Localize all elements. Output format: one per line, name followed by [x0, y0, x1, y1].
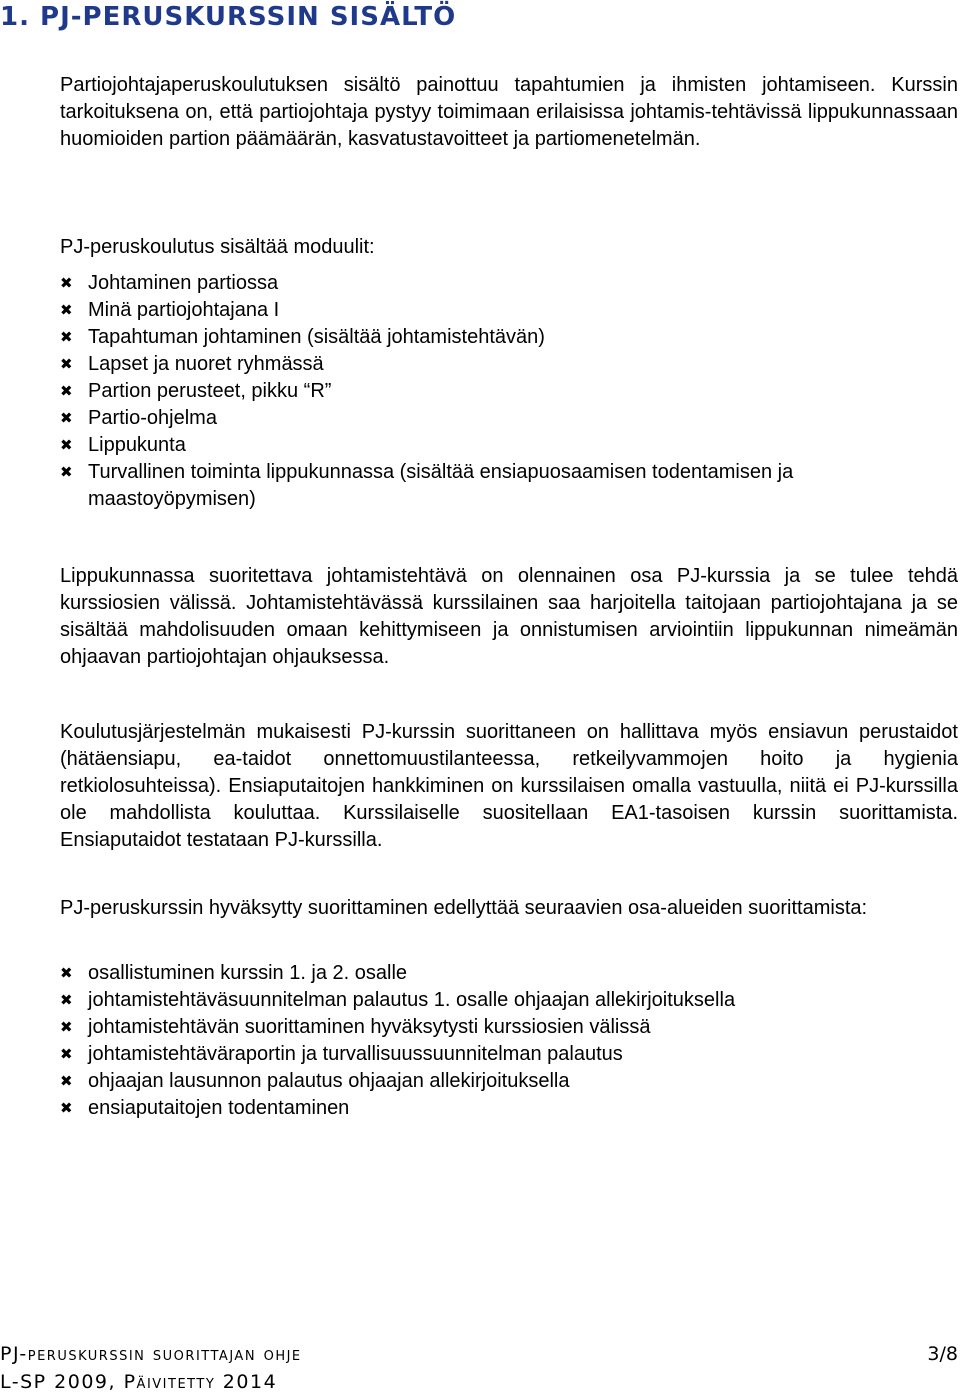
requirement-item — [60, 987, 958, 1014]
module-item — [60, 270, 958, 297]
requirement-item-text: johtamistehtäväraportin ja turvallisuussuunnitelman palautus — [88, 1043, 623, 1065]
module-item-text: Partion perusteet, pikku “R” — [88, 380, 332, 402]
section-number: 1. — [0, 2, 30, 32]
cross-bullet-icon: ✖ — [60, 409, 73, 427]
module-item-text: Partio-ohjelma — [88, 407, 217, 429]
intro-paragraph: Partiojohtajaperuskoulutuksen sisältö painottuu tapahtumien ja ihmisten johtamiseen. Kurssin tarkoituksena on, että partiojohtaja pystyy toimimaan erilaisissa johtamis-tehtävissä lippukunnassaan huomioiden partion päämäärän, kasvatustavoitteet ja partiomenetelmän. — [60, 74, 958, 150]
cross-bullet-icon: ✖ — [60, 1045, 73, 1063]
module-item-text: Lapset ja nuoret ryhmässä — [88, 353, 324, 375]
modules-list — [60, 270, 958, 513]
cross-bullet-icon: ✖ — [60, 1099, 73, 1117]
page-number: 3/8 — [927, 1343, 958, 1365]
module-item — [60, 324, 958, 351]
module-item-text: Minä partiojohtajana I — [88, 299, 280, 321]
module-item — [60, 459, 958, 513]
requirement-item-text: johtamistehtäväsuunnitelman palautus 1. osalle ohjaajan allekirjoituksella — [88, 989, 736, 1011]
cross-bullet-icon: ✖ — [60, 463, 73, 481]
cross-bullet-icon: ✖ — [60, 436, 73, 454]
requirement-item — [60, 1095, 958, 1122]
module-item-text: Tapahtuman johtaminen (sisältää johtamistehtävän) — [88, 326, 545, 348]
approval-intro: PJ-peruskurssin hyväksytty suorittaminen edellyttää seuraavien osa-alueiden suorittamista: — [60, 897, 868, 919]
cross-bullet-icon: ✖ — [60, 1018, 73, 1036]
modules-intro: PJ-peruskoulutus sisältää moduulit: — [60, 236, 375, 258]
requirement-item — [60, 1014, 958, 1041]
section-heading — [0, 0, 456, 34]
requirement-item-text: osallistuminen kurssin 1. ja 2. osalle — [88, 962, 408, 984]
cross-bullet-icon: ✖ — [60, 382, 73, 400]
cross-bullet-icon: ✖ — [60, 301, 73, 319]
module-item — [60, 432, 958, 459]
cross-bullet-icon: ✖ — [60, 355, 73, 373]
module-item — [60, 405, 958, 432]
requirement-item-text: johtamistehtävän suorittaminen hyväksytysti kurssiosien välissä — [88, 1016, 651, 1038]
requirement-item — [60, 1068, 958, 1095]
requirement-item-text: ohjaajan lausunnon palautus ohjaajan allekirjoituksella — [88, 1070, 570, 1092]
module-item — [60, 351, 958, 378]
first-aid-paragraph: Koulutusjärjestelmän mukaisesti PJ-kurssin suorittaneen on hallittava myös ensiavun perustaidot (hätäensiapu, ea-taidot onnettomuustilanteessa, retkeilyvammojen hoito ja hygienia retkiolosuhteissa). Ensiaputaitojen hankkiminen on kurssilaisen omalla vastuulla, niitä ei PJ-kurssilla ole mahdollista kouluttaa. Kurssilaiselle suositellaan EA1-tasoisen kurssin suorittamista. Ensiaputaidot testataan PJ-kurssilla. — [60, 721, 958, 851]
footer-document-info — [0, 1340, 302, 1396]
module-item — [60, 378, 958, 405]
cross-bullet-icon: ✖ — [60, 964, 73, 982]
leadership-task-paragraph: Lippukunnassa suoritettava johtamistehtävä on olennainen osa PJ-kurssia ja se tulee tehdä kurssiosien välissä. Johtamistehtävässä kurssilainen saa harjoitella taitojaan partiojohtajana ja se sisältää mahdolisuuden omaan kehittymiseen ja onnistumisen arviointiin lippukunnan nimeämän ohjaavan partiojohtajan ohjauksessa. — [60, 565, 958, 668]
module-item — [60, 297, 958, 324]
section-title: PJ-PERUSKURSSIN SISÄLTÖ — [40, 2, 457, 32]
module-item-text: Johtaminen partiossa — [88, 272, 279, 294]
module-item-text: Turvallinen toiminta lippukunnassa (sisältää ensiapuosaamisen todentamisen ja maastoyöpymisen) — [88, 461, 794, 510]
requirement-item — [60, 1041, 958, 1068]
footer-title: PJ-peruskurssin suorittajan ohje — [0, 1343, 302, 1365]
cross-bullet-icon: ✖ — [60, 328, 73, 346]
requirement-item — [60, 960, 958, 987]
cross-bullet-icon: ✖ — [60, 1072, 73, 1090]
cross-bullet-icon: ✖ — [60, 991, 73, 1009]
module-item-text: Lippukunta — [88, 434, 186, 456]
approval-list — [60, 960, 958, 1122]
cross-bullet-icon: ✖ — [60, 274, 73, 292]
footer-version: L-SP 2009, Päivitetty 2014 — [0, 1371, 278, 1393]
requirement-item-text: ensiaputaitojen todentaminen — [88, 1097, 350, 1119]
